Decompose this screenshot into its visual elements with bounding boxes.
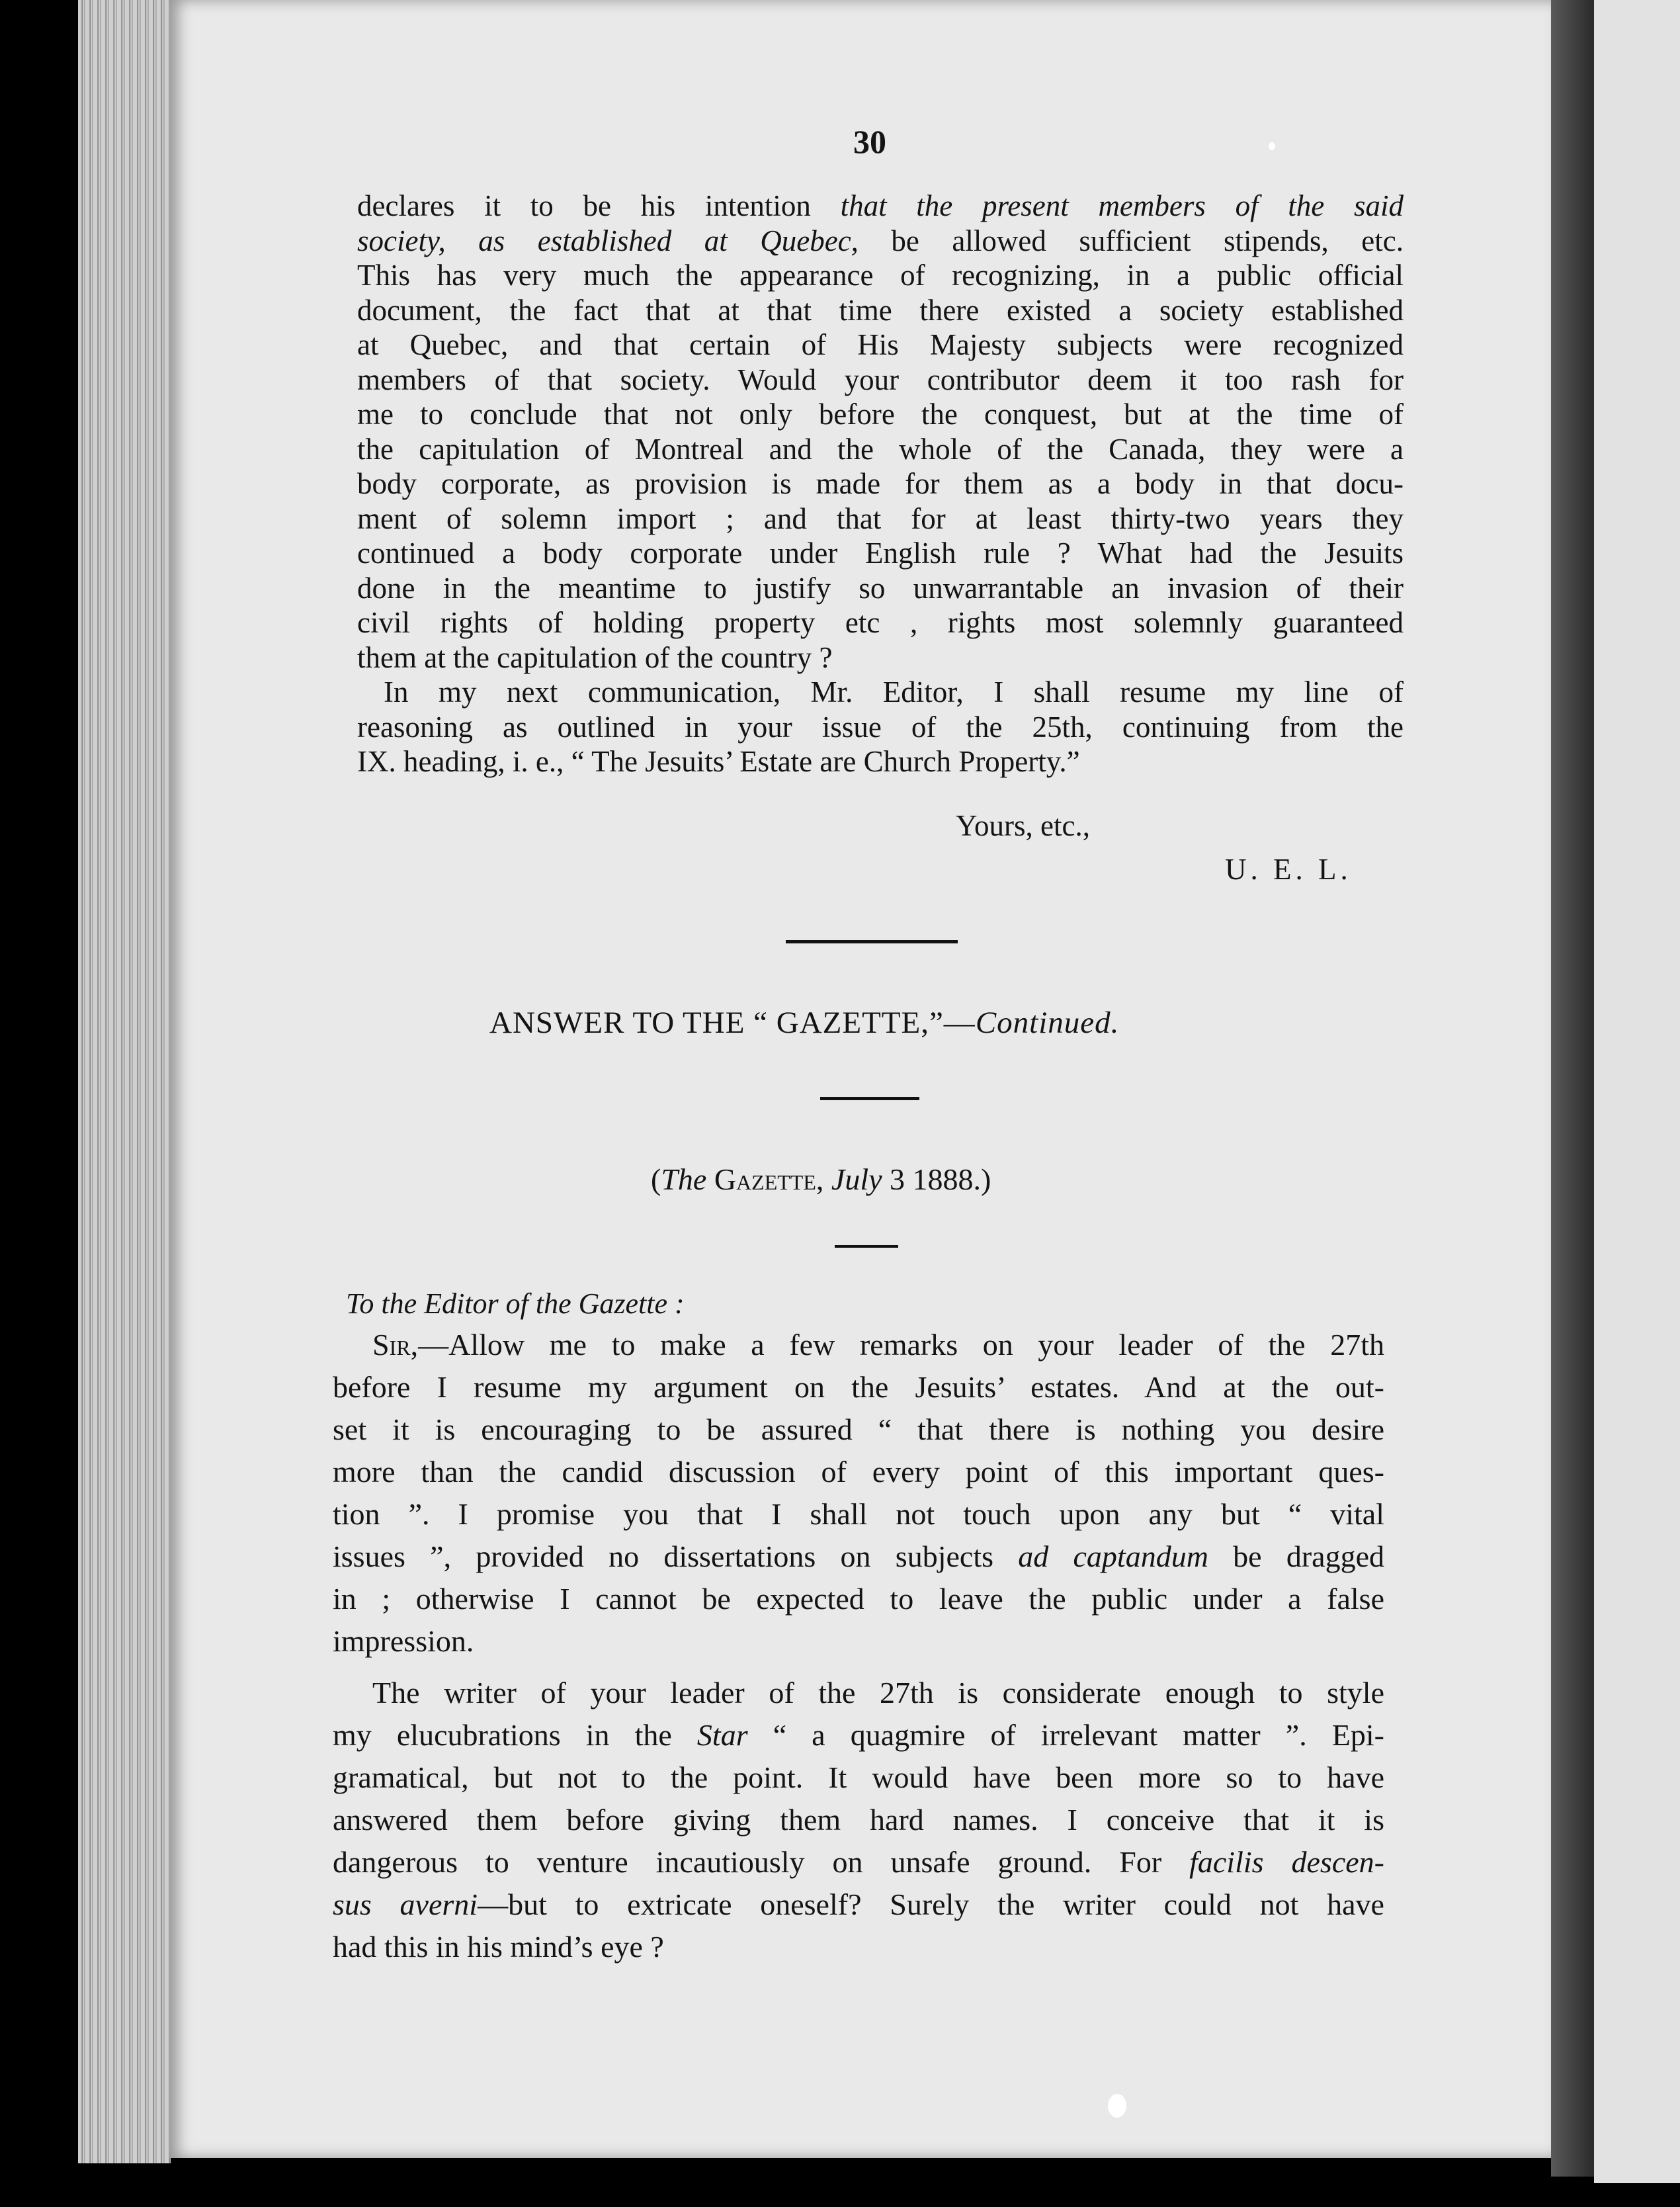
text-line: document, the fact that at that time there existed a society established [357,293,1404,327]
dateline: (The Gazette, July 3 1888.) [651,1162,991,1196]
text-line: done in the meantime to justify so unwarrantable an invasion of their [357,571,1404,605]
page-number: 30 [853,123,886,160]
text-line: tion ”. I promise you that I shall not touch upon any but “ vital [333,1497,1384,1531]
scan-speck [1269,142,1275,150]
letter-continuation [357,189,1404,779]
text-line: sus averni—but to extricate oneself? Surely the writer could not have [333,1887,1384,1921]
text-line: ment of solemn import ; and that for at least thirty-two years they [357,501,1404,535]
text-line: them at the capitulation of the country ? [357,640,833,674]
letter-signature: U. E. L. [1225,853,1352,886]
section-divider [786,940,958,943]
text-line: answered them before giving them hard names. I conceive that it is [333,1803,1384,1837]
text-line: issues ”, provided no dissertations on subjects ad captandum be dragged [333,1539,1384,1573]
text-line: In my next communication, Mr. Editor, I shall resume my line of [384,675,1404,709]
text-line: gramatical, but not to the point. It would have been more so to have [333,1760,1384,1794]
text-line: IX. heading, i. e., “ The Jesuits’ Estate are Church Property.” [357,745,1080,778]
text-line: me to conclude that not only before the conquest, but at the time of [357,398,1404,431]
text-line: civil rights of holding property etc , rights most solemnly guaranteed [357,606,1404,639]
dateline-rule [835,1245,898,1248]
heading-rule [820,1097,919,1100]
text-line: dangerous to venture incautiously on unsafe ground. For facilis descen- [333,1845,1384,1879]
text-line: the capitulation of Montreal and the whole of the Canada, they were a [357,432,1404,466]
text-line: more than the candid discussion of every point of this important ques- [333,1455,1384,1489]
letter-salutation: To the Editor of the Gazette : [346,1287,685,1320]
text-line: Sir,—Allow me to make a few remarks on your leader of the 27th [372,1328,1384,1362]
text-line: my elucubrations in the Star “ a quagmire of irrelevant matter ”. Epi- [333,1718,1384,1752]
letter-closing: Yours, etc., [956,809,1090,842]
text-line: continued a body corporate under English rule ? What had the Jesuits [357,537,1404,570]
text-line: declares it to be his intention that the present members of the said [357,189,1404,222]
text-line: set it is encouraging to be assured “ that there is nothing you desire [333,1412,1384,1446]
text-line: The writer of your leader of the 27th is considerate enough to style [372,1676,1384,1709]
text-line: in ; otherwise I cannot be expected to leave the public under a false [333,1582,1384,1616]
text-line: before I resume my argument on the Jesuits’ estates. And at the out- [333,1370,1384,1404]
scan-speck [1108,2094,1126,2118]
letter-body [333,1324,1384,1968]
text-line: body corporate, as provision is made for them as a body in that docu- [357,467,1404,500]
text-line: This has very much the appearance of recognizing, in a public official [357,259,1404,292]
text-line: members of that society. Would your contributor deem it too rash for [357,363,1404,396]
text-line: at Quebec, and that certain of His Majesty subjects were recognized [357,328,1404,361]
text-line: impression. [333,1624,474,1658]
text-line: reasoning as outlined in your issue of the 25th, continuing from the [357,710,1404,744]
book-page-edges [78,0,171,2163]
text-line: society, as established at Quebec, be allowed sufficient stipends, etc. [357,224,1404,257]
section-heading: ANSWER TO THE “ GAZETTE,”—Continued. [489,1006,1120,1040]
text-line: had this in his mind’s eye ? [333,1930,664,1964]
facing-page-edge [1594,0,1680,2183]
book-gutter [1551,0,1594,2177]
